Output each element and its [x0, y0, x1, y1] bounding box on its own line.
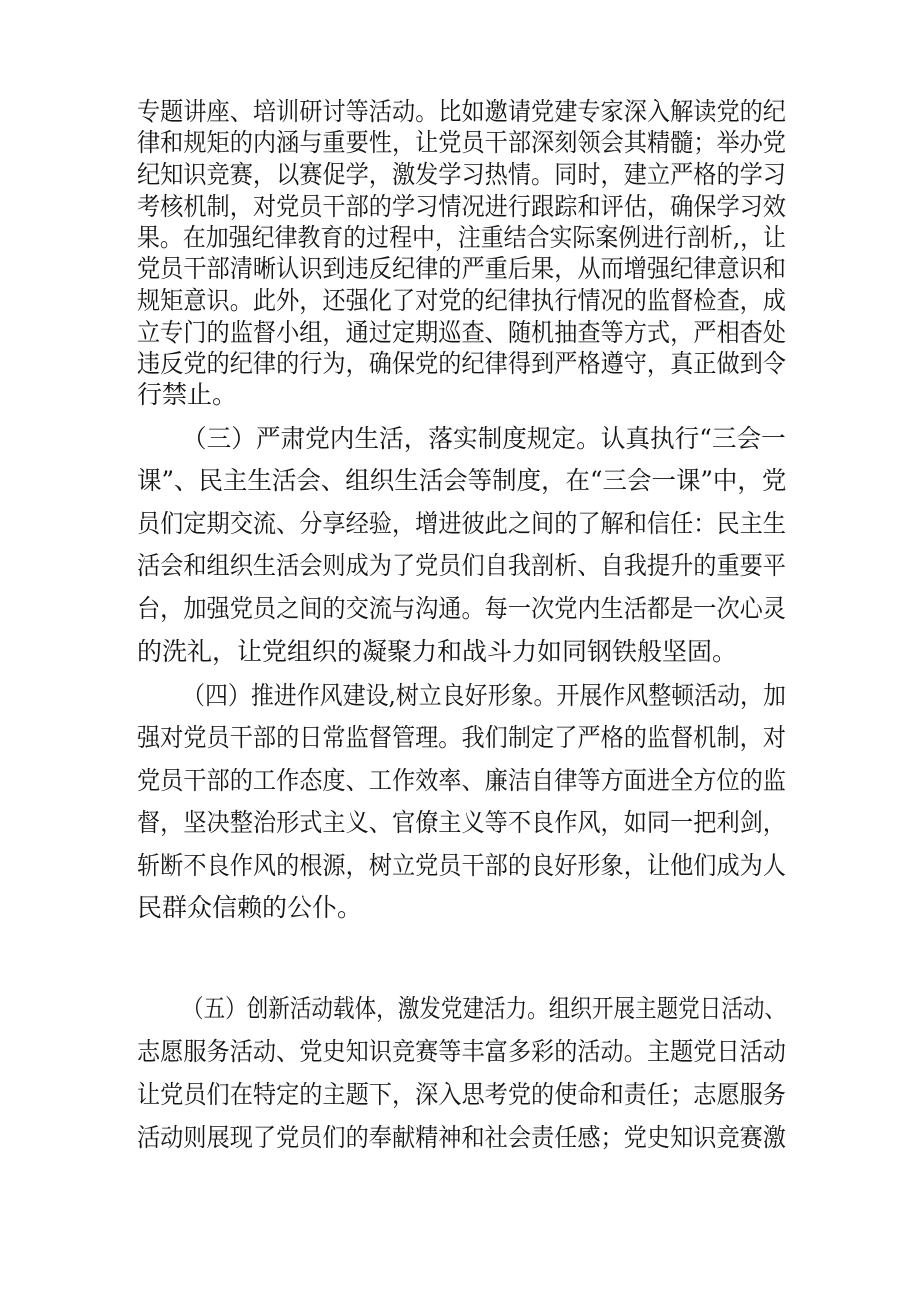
text-line: 台，加强党员之间的交流与沟通。每一次党内生活都是一次心灵 — [137, 594, 786, 623]
text-line: 行禁止。 — [137, 380, 238, 409]
text-line: 党员干部清晰认识到违反纪律的严重后果，从而增强纪律意识和 — [137, 254, 786, 283]
text-line: 志愿服务活动、党史知识竞赛等丰富多彩的活动。主题党日活动 — [137, 1037, 786, 1066]
text-line: 斩断不良作风的根源，树立党员干部的良好形象，让他们成为人 — [137, 851, 786, 880]
text-line: 督，坚决整治形式主义、官僚主义等不良作风，如同一把利剑， — [137, 808, 786, 837]
text-line: 活动则展现了党员们的奉献精神和社会责任感；党史知识竞赛激 — [137, 1123, 786, 1152]
text-line: 课”、民主生活会、组织生活会等制度，在“三会一课”中，党 — [137, 466, 787, 495]
text-line: 规矩意识。此外，还强化了对党的纪律执行情况的监督检查，成 — [137, 286, 786, 315]
paragraph-heading-line: （四）推进作风建设,树立良好形象。开展作风整顿活动，加 — [182, 681, 786, 710]
text-line: 立专门的监督小组，通过定期巡查、随机抽查等方式，严相杳处 — [137, 318, 786, 347]
text-line: 纪知识竞赛，以赛促学，激发学习热情。同时，建立严格的学习 — [137, 160, 786, 189]
text-line: 活会和组织生活会则成为了党员们自我剖析、自我提升的重要平 — [137, 551, 786, 580]
text-line: 让党员们在特定的主题下，深入思考党的使命和责任；志愿服务 — [137, 1080, 786, 1109]
text-line: 民群众信赖的公仆。 — [137, 893, 363, 922]
paragraph-heading-line: （三）严肃党内生活，落实制度规定。认真执行“三会一 — [182, 424, 786, 453]
paragraph-heading-line: （五）创新活动载体，激发党建活力。组织开展主题党日活动、 — [182, 994, 787, 1023]
text-line: 强对党员干部的日常监督管理。我们制定了严格的监督机制，对 — [137, 723, 786, 752]
text-line: 考核机制，对党员干部的学习情况进行跟踪和评估，确保学习效 — [137, 192, 786, 221]
text-line: 专题讲座、培训研讨等活动。比如邀请党建专家深入解读党的纪 — [137, 97, 786, 126]
text-line: 的洗礼，让党组织的凝聚力和战斗力如同钢铁般坚固。 — [137, 637, 738, 666]
text-line: 党员干部的工作态度、工作效率、廉洁自律等方面进全方位的监 — [137, 766, 786, 795]
text-line: 果。在加强纪律教育的过程中，注重结合实际案例进行剖析,，让 — [137, 223, 786, 252]
text-line: 律和规矩的内涵与重要性，让党员干部深刻领会其精髓；举办党 — [137, 128, 786, 157]
text-line: 违反党的纪律的行为，确保党的纪律得到严格遵守，真正做到令 — [137, 349, 786, 378]
text-line: 员们定期交流、分享经验，增进彼此之间的了解和信任：民主生 — [137, 509, 786, 538]
